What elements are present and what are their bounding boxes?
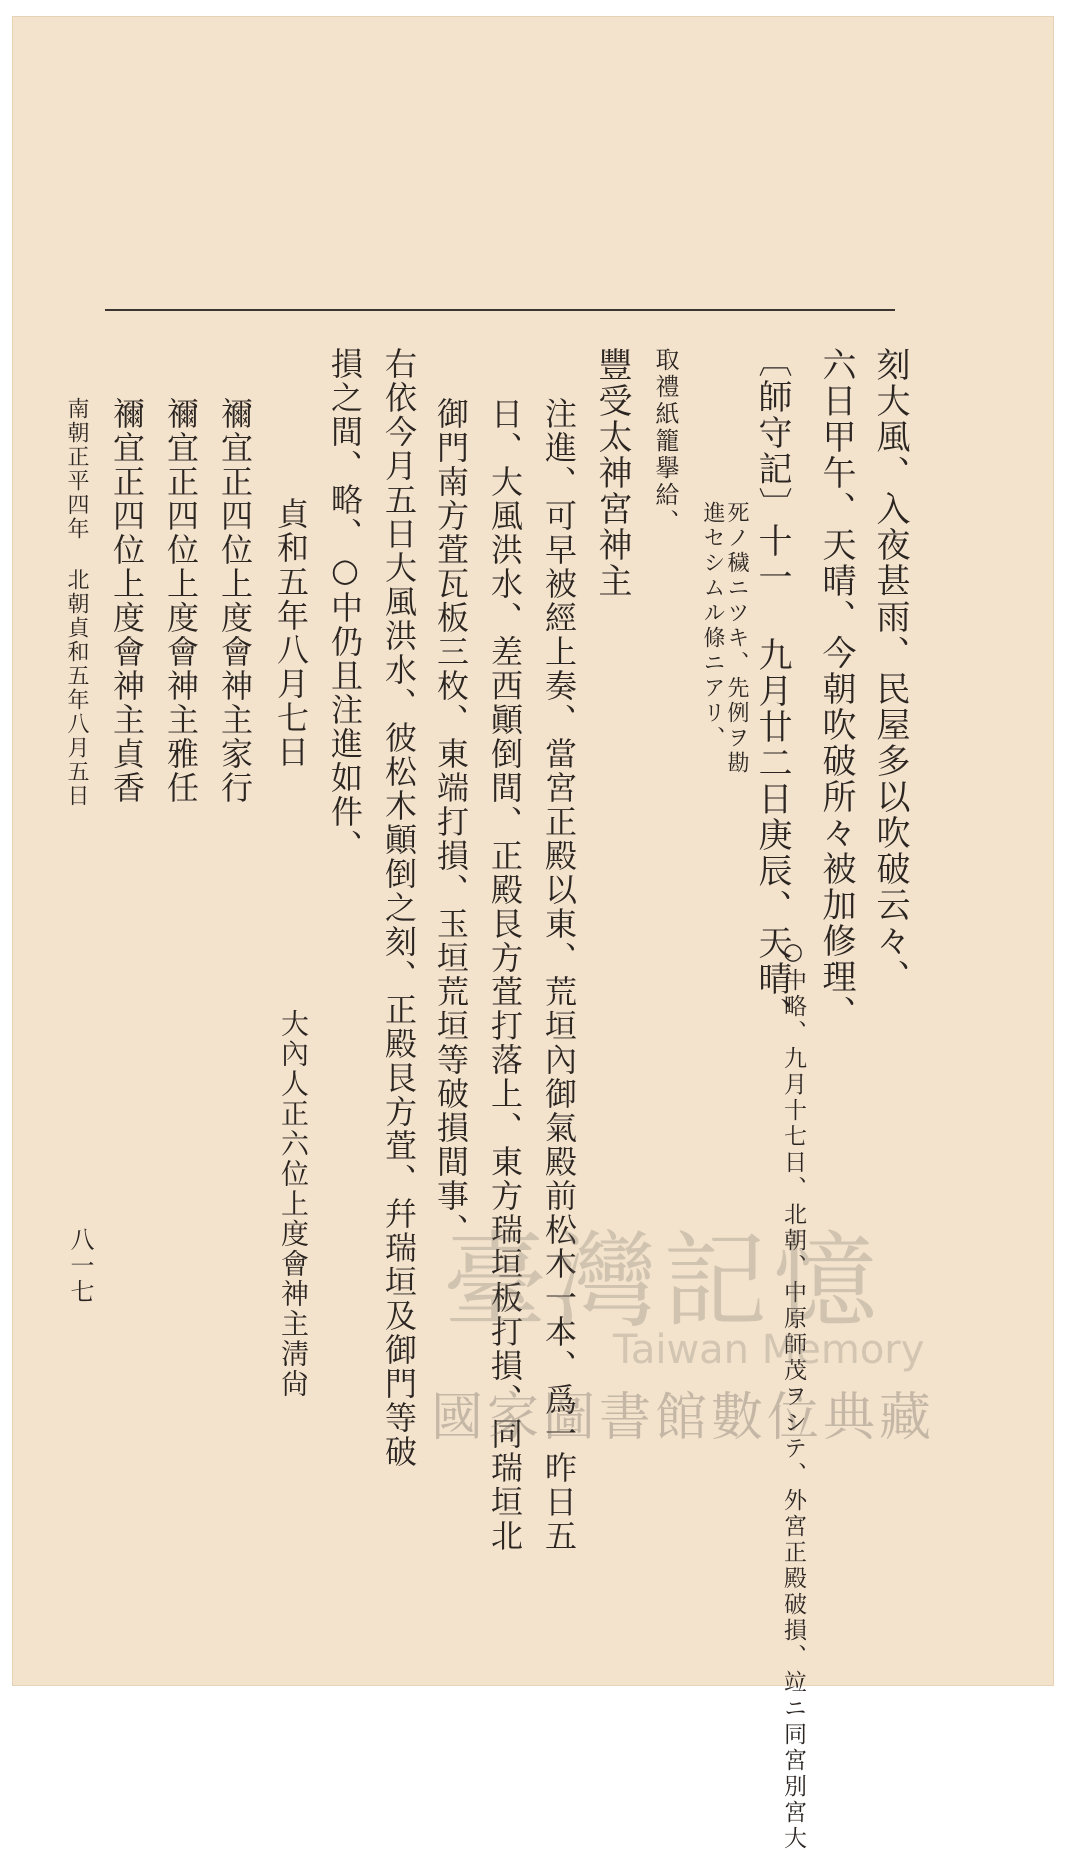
text-column-5: 取禮紙籠擧給、 (651, 347, 679, 536)
text-column-4-top: 死ノ穢ニツキ、先例ヲ勘 (724, 501, 749, 776)
watermark-subtitle: 國家圖書館數位典藏 (431, 1388, 936, 1448)
text-column-6: 豐受太神宮神主 (592, 347, 632, 599)
document-page (12, 16, 1054, 1852)
header-rule (105, 309, 895, 311)
watermark-title: 臺灣記憶 (443, 1220, 884, 1342)
text-column-8: 日、大風洪水、差西顚倒間、正殿艮方萓打落上、東方瑞垣板打損、同瑞垣北 (486, 397, 524, 1553)
text-column-9: 御門南方萓瓦板三枚、東端打損、玉垣荒垣等破損間事、 (432, 397, 470, 1247)
text-column-1: 刻大風、入夜甚雨、民屋多以吹破云々、 (870, 347, 910, 995)
text-column-7: 注進、可早被經上奏、當宮正殿以東、荒垣內御氣殿前松木一本、爲一昨日五 (540, 397, 578, 1553)
text-column-11: 損之間、略、○中仍且注進如件、 (326, 347, 364, 863)
text-column-10: 右依今月五日大風洪水、彼松木顚倒之刻、正殿艮方萓、幷瑞垣及御門等破 (380, 347, 418, 1469)
page-number: 八一七 (66, 1227, 94, 1305)
text-column-13: 禰宜正四位上度會神主家行 (216, 397, 254, 805)
text-column-2: 六日甲午、天晴、今朝吹破所々被加修理、 (816, 347, 856, 1031)
text-column-3: 〔師守記〕十一 九月廿二日庚辰、天晴、 (752, 343, 792, 1033)
text-column-14: 禰宜正四位上度會神主雅任 (162, 397, 200, 805)
text-column-12-date: 貞和五年八月七日 (272, 497, 310, 769)
text-column-3-note: ○中略、九月十七日、北朝、中原師茂ヲシテ、外宮正殿破損、竝ニ同宮別宮大 (780, 939, 806, 1852)
watermark-english: Taiwan Memory (613, 1327, 925, 1373)
footer-date: 南朝正平四年 北朝貞和五年八月五日 (64, 397, 89, 808)
text-column-15: 禰宜正四位上度會神主貞香 (108, 397, 146, 805)
text-column-4: 進セシムル條ニアリ、 (700, 501, 725, 751)
text-column-12-signature: 大內人正六位上度會神主淸尙 (277, 1009, 310, 1399)
